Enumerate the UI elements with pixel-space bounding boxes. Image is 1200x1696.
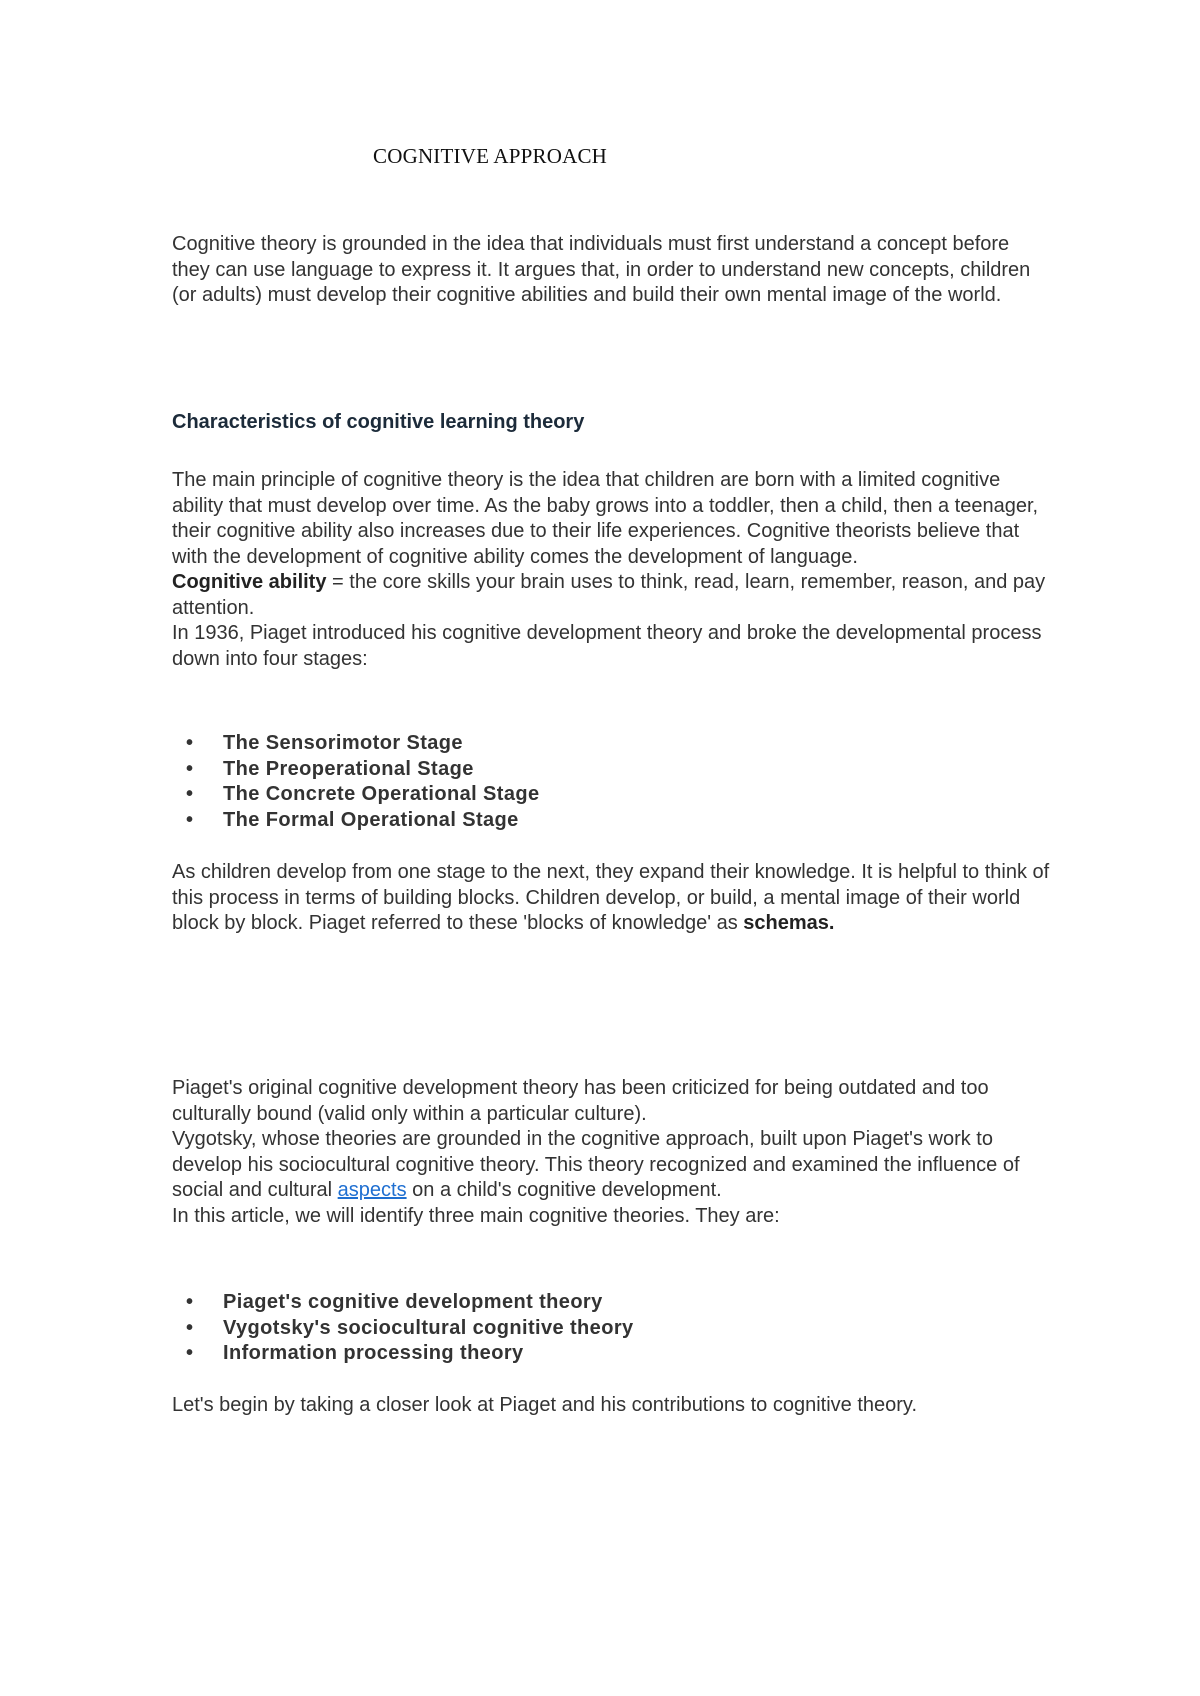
article-intro-text: In this article, we will identify three main cognitive theories. They are: xyxy=(172,1204,780,1227)
stage-label: The Preoperational Stage xyxy=(223,757,474,780)
definition-text: = the core skills your brain uses to think, read, learn, remember, reason, and pay attention. xyxy=(172,571,1046,619)
theory-label: Piaget's cognitive development theory xyxy=(223,1291,603,1313)
main-principle-text: The main principle of cognitive theory is the idea that children are born with a limited cognitive ability that must develop over time. As the baby grows into a toddler, then a child, then a teenager, their cognitive ability also increases due to their life experiences. Cognitive theorists believe that with the development of cognitive ability comes the development of language. xyxy=(172,469,1039,568)
section-heading: Characteristics of cognitive learning theory xyxy=(172,411,585,433)
bullet-icon: • xyxy=(186,783,194,805)
list-item xyxy=(172,1290,634,1316)
bullet-icon: • xyxy=(186,808,194,831)
bullet-icon: • xyxy=(186,757,194,780)
bullet-icon: • xyxy=(186,1316,194,1339)
piaget-intro-text: In 1936, Piaget introduced his cognitive development theory and broke the developmental process down into four stages: xyxy=(172,622,1042,670)
stages-list xyxy=(172,731,540,833)
definition-term: Cognitive ability xyxy=(172,571,327,593)
theory-label: Vygotsky's sociocultural cognitive theory xyxy=(223,1316,634,1339)
schemas-term: schemas. xyxy=(743,912,835,934)
closing-paragraph: Let's begin by taking a closer look at Piaget and his contributions to cognitive theory. xyxy=(172,1394,917,1416)
list-item xyxy=(172,757,540,783)
intro-paragraph: Cognitive theory is grounded in the idea that individuals must first understand a concept before they can use language to express it. It argues that, in order to understand new concepts, children (or adults) must develop their cognitive abilities and build their own mental image of the world. xyxy=(172,233,1031,306)
vygotsky-text-before: Vygotsky, whose theories are grounded in the cognitive approach, built upon Piaget's work to develop his sociocultural cognitive theory. This theory recognized and examined the influence of social and cultural xyxy=(172,1128,1020,1201)
blocks-paragraph xyxy=(172,860,1052,937)
vygotsky-text-after: on a child's cognitive development. xyxy=(406,1179,722,1201)
document-title: COGNITIVE APPROACH xyxy=(373,144,608,168)
list-item xyxy=(172,1316,634,1342)
list-item xyxy=(172,731,540,757)
bullet-icon: • xyxy=(186,732,194,754)
stage-label: The Sensorimotor Stage xyxy=(223,732,463,754)
bullet-icon: • xyxy=(186,1291,194,1313)
list-item xyxy=(172,808,540,834)
criticism-text: Piaget's original cognitive development theory has been criticized for being outdated and too culturally bound (valid only within a particular culture). xyxy=(172,1077,989,1125)
blocks-text: As children develop from one stage to the next, they expand their knowledge. It is helpful to think of this process in terms of building blocks. Children develop, or build, a mental image of their world block by block. Piaget referred to these 'blocks of knowledge' as xyxy=(172,861,1050,934)
vygotsky-block xyxy=(172,1076,1052,1229)
stage-label: The Formal Operational Stage xyxy=(223,808,519,831)
theory-label: Information processing theory xyxy=(223,1342,524,1364)
theories-list xyxy=(172,1290,634,1367)
aspects-link[interactable]: aspects xyxy=(337,1179,407,1201)
stage-label: The Concrete Operational Stage xyxy=(223,783,540,805)
principle-block xyxy=(172,468,1052,672)
bullet-icon: • xyxy=(186,1342,194,1364)
list-item xyxy=(172,1341,634,1367)
list-item xyxy=(172,782,540,808)
